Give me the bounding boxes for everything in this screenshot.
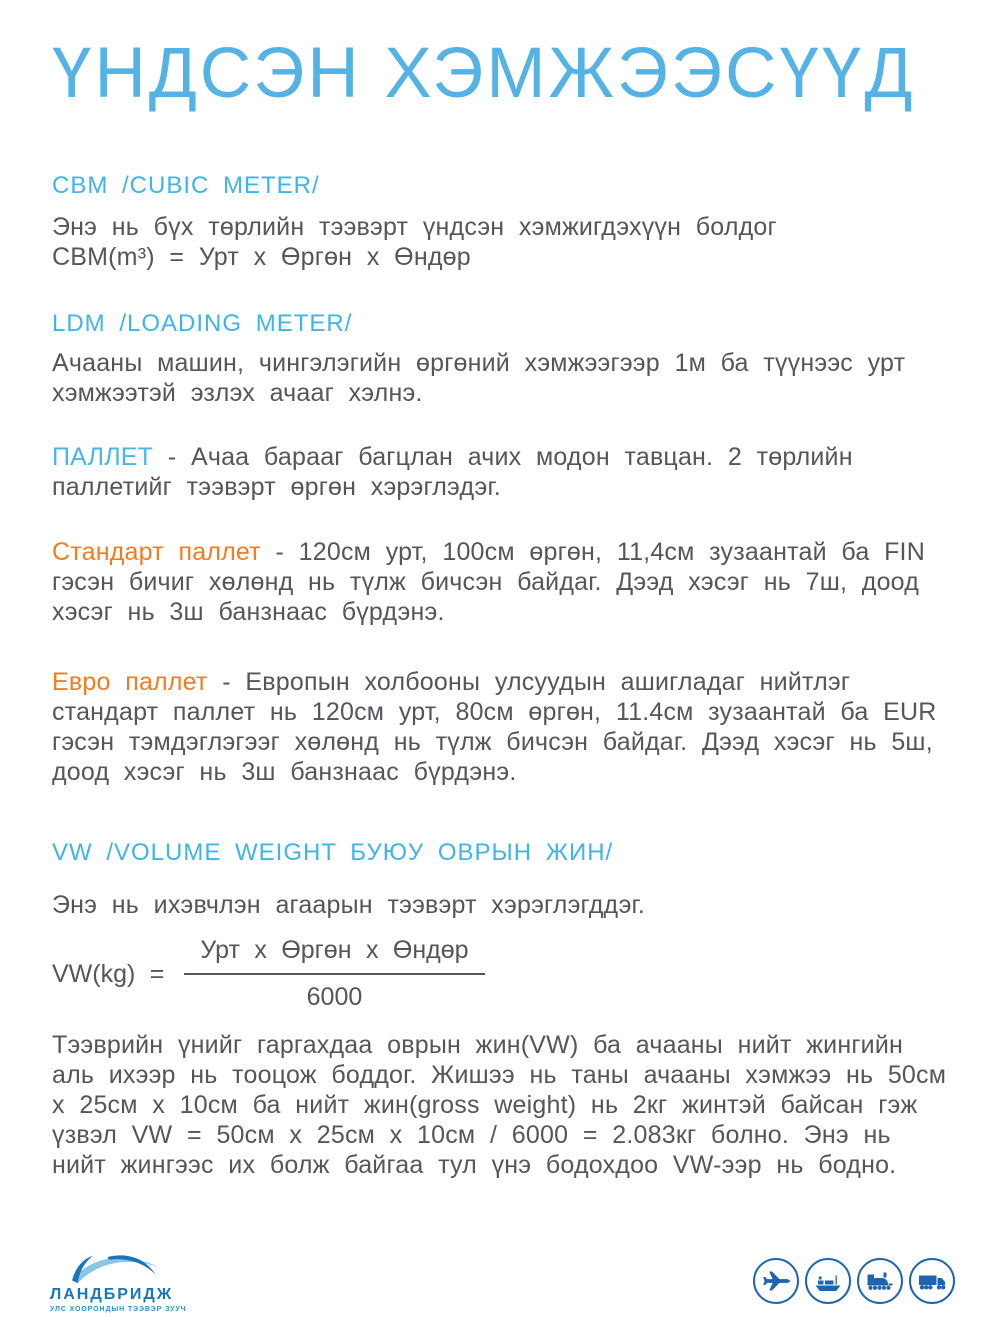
standard-pallet-body: - 120см урт, 100см өргөн, 11,4см зузаантай ба FIN гэсэн бичиг хөлөнд нь түлж бичсэн байдаг. Дээд хэсэг нь 7ш, доод хэсэг нь 3ш банзнаас бүрдэнэ.	[52, 538, 925, 626]
pallet-body: - Ачаа барааг багцлан ачих модон тавцан. 2 төрлийн паллетийг тээвэрт өргөн хэрэглэдэг.	[52, 443, 853, 501]
logo-tagline: УЛС ХООРОНДЫН ТЭЭВЭР ЗУУЧ	[50, 1306, 187, 1313]
landbridge-logo	[50, 1252, 190, 1314]
paragraph-vw-note: Тээврийн үнийг гаргахдаа оврын жин(VW) ба ачааны нийт жингийн аль ихээр нь тооцож боддог. Жишээ нь таны ачааны хэмжээ нь 50см х 25см х 10см ба нийт жин(gross weight) нь 2кг жинтэй байсан гэж үзвэл VW = 50см х 25см х 10см / 6000 = 2.083кг болно. Энэ нь нийт жингээс их болж байгаа тул үнэ бодохдоо VW-ээр нь бодно.	[52, 1031, 947, 1179]
page-title: ҮНДСЭН ХЭМЖЭЭСҮҮД	[52, 34, 916, 113]
vw-formula-denominator: 6000	[306, 983, 363, 1011]
paragraph-pallet	[52, 442, 952, 502]
paragraph-euro-pallet	[52, 667, 952, 787]
airplane-icon-circle	[753, 1258, 799, 1304]
transport-icons	[753, 1258, 955, 1304]
vw-formula-fraction	[184, 936, 484, 1012]
pallet-lead: ПАЛЛЕТ	[52, 443, 154, 471]
train-icon	[864, 1265, 896, 1297]
ship-icon-circle	[805, 1258, 851, 1304]
heading-vw: VW /VOLUME WEIGHT БУЮУ ОВРЫН ЖИН/	[52, 839, 614, 866]
logo-company-name: ЛАНДБРИДЖ	[50, 1286, 174, 1303]
cbm-definition: Энэ нь бүх төрлийн тээвэрт үндсэн хэмжигдэхүүн болдог	[52, 213, 777, 241]
train-icon-circle	[857, 1258, 903, 1304]
vw-formula-label: VW(kg) =	[52, 959, 165, 988]
vw-formula	[52, 936, 952, 1012]
heading-ldm: LDM /LOADING METER/	[52, 310, 353, 337]
bridge-swoosh-icon	[50, 1252, 182, 1286]
euro-pallet-lead: Евро паллет	[52, 668, 208, 696]
standard-pallet-lead: Стандарт паллет	[52, 538, 261, 566]
cbm-formula: CBM(m³) = Урт х Өргөн х Өндөр	[52, 243, 471, 271]
vw-formula-numerator: Урт х Өргөн х Өндөр	[184, 936, 484, 975]
truck-icon	[916, 1265, 948, 1297]
airplane-icon	[760, 1265, 792, 1297]
footer	[50, 1252, 955, 1314]
paragraph-cbm	[52, 212, 952, 272]
euro-pallet-body: - Европын холбооны улсуудын ашигладаг нийтлэг стандарт паллет нь 120см урт, 80см өргөн, 11.4см зузаантай ба EUR гэсэн тэмдэглэгээг хөлөнд нь түлж бичсэн байдаг. Дээд хэсэг нь 5ш, доод хэсэг нь 3ш банзнаас бүрдэнэ.	[52, 668, 937, 786]
paragraph-vw: Энэ нь ихэвчлэн агаарын тээвэрт хэрэглэгддэг.	[52, 891, 645, 919]
ship-icon	[812, 1265, 844, 1297]
document-page	[0, 34, 1000, 1180]
paragraph-ldm: Ачааны машин, чингэлэгийн өргөний хэмжээгээр 1м ба түүнээс урт хэмжээтэй эзлэх ачааг хэлнэ.	[52, 349, 906, 407]
heading-cbm: CBM /CUBIC METER/	[52, 172, 320, 199]
truck-icon-circle	[909, 1258, 955, 1304]
paragraph-standard-pallet	[52, 537, 952, 627]
